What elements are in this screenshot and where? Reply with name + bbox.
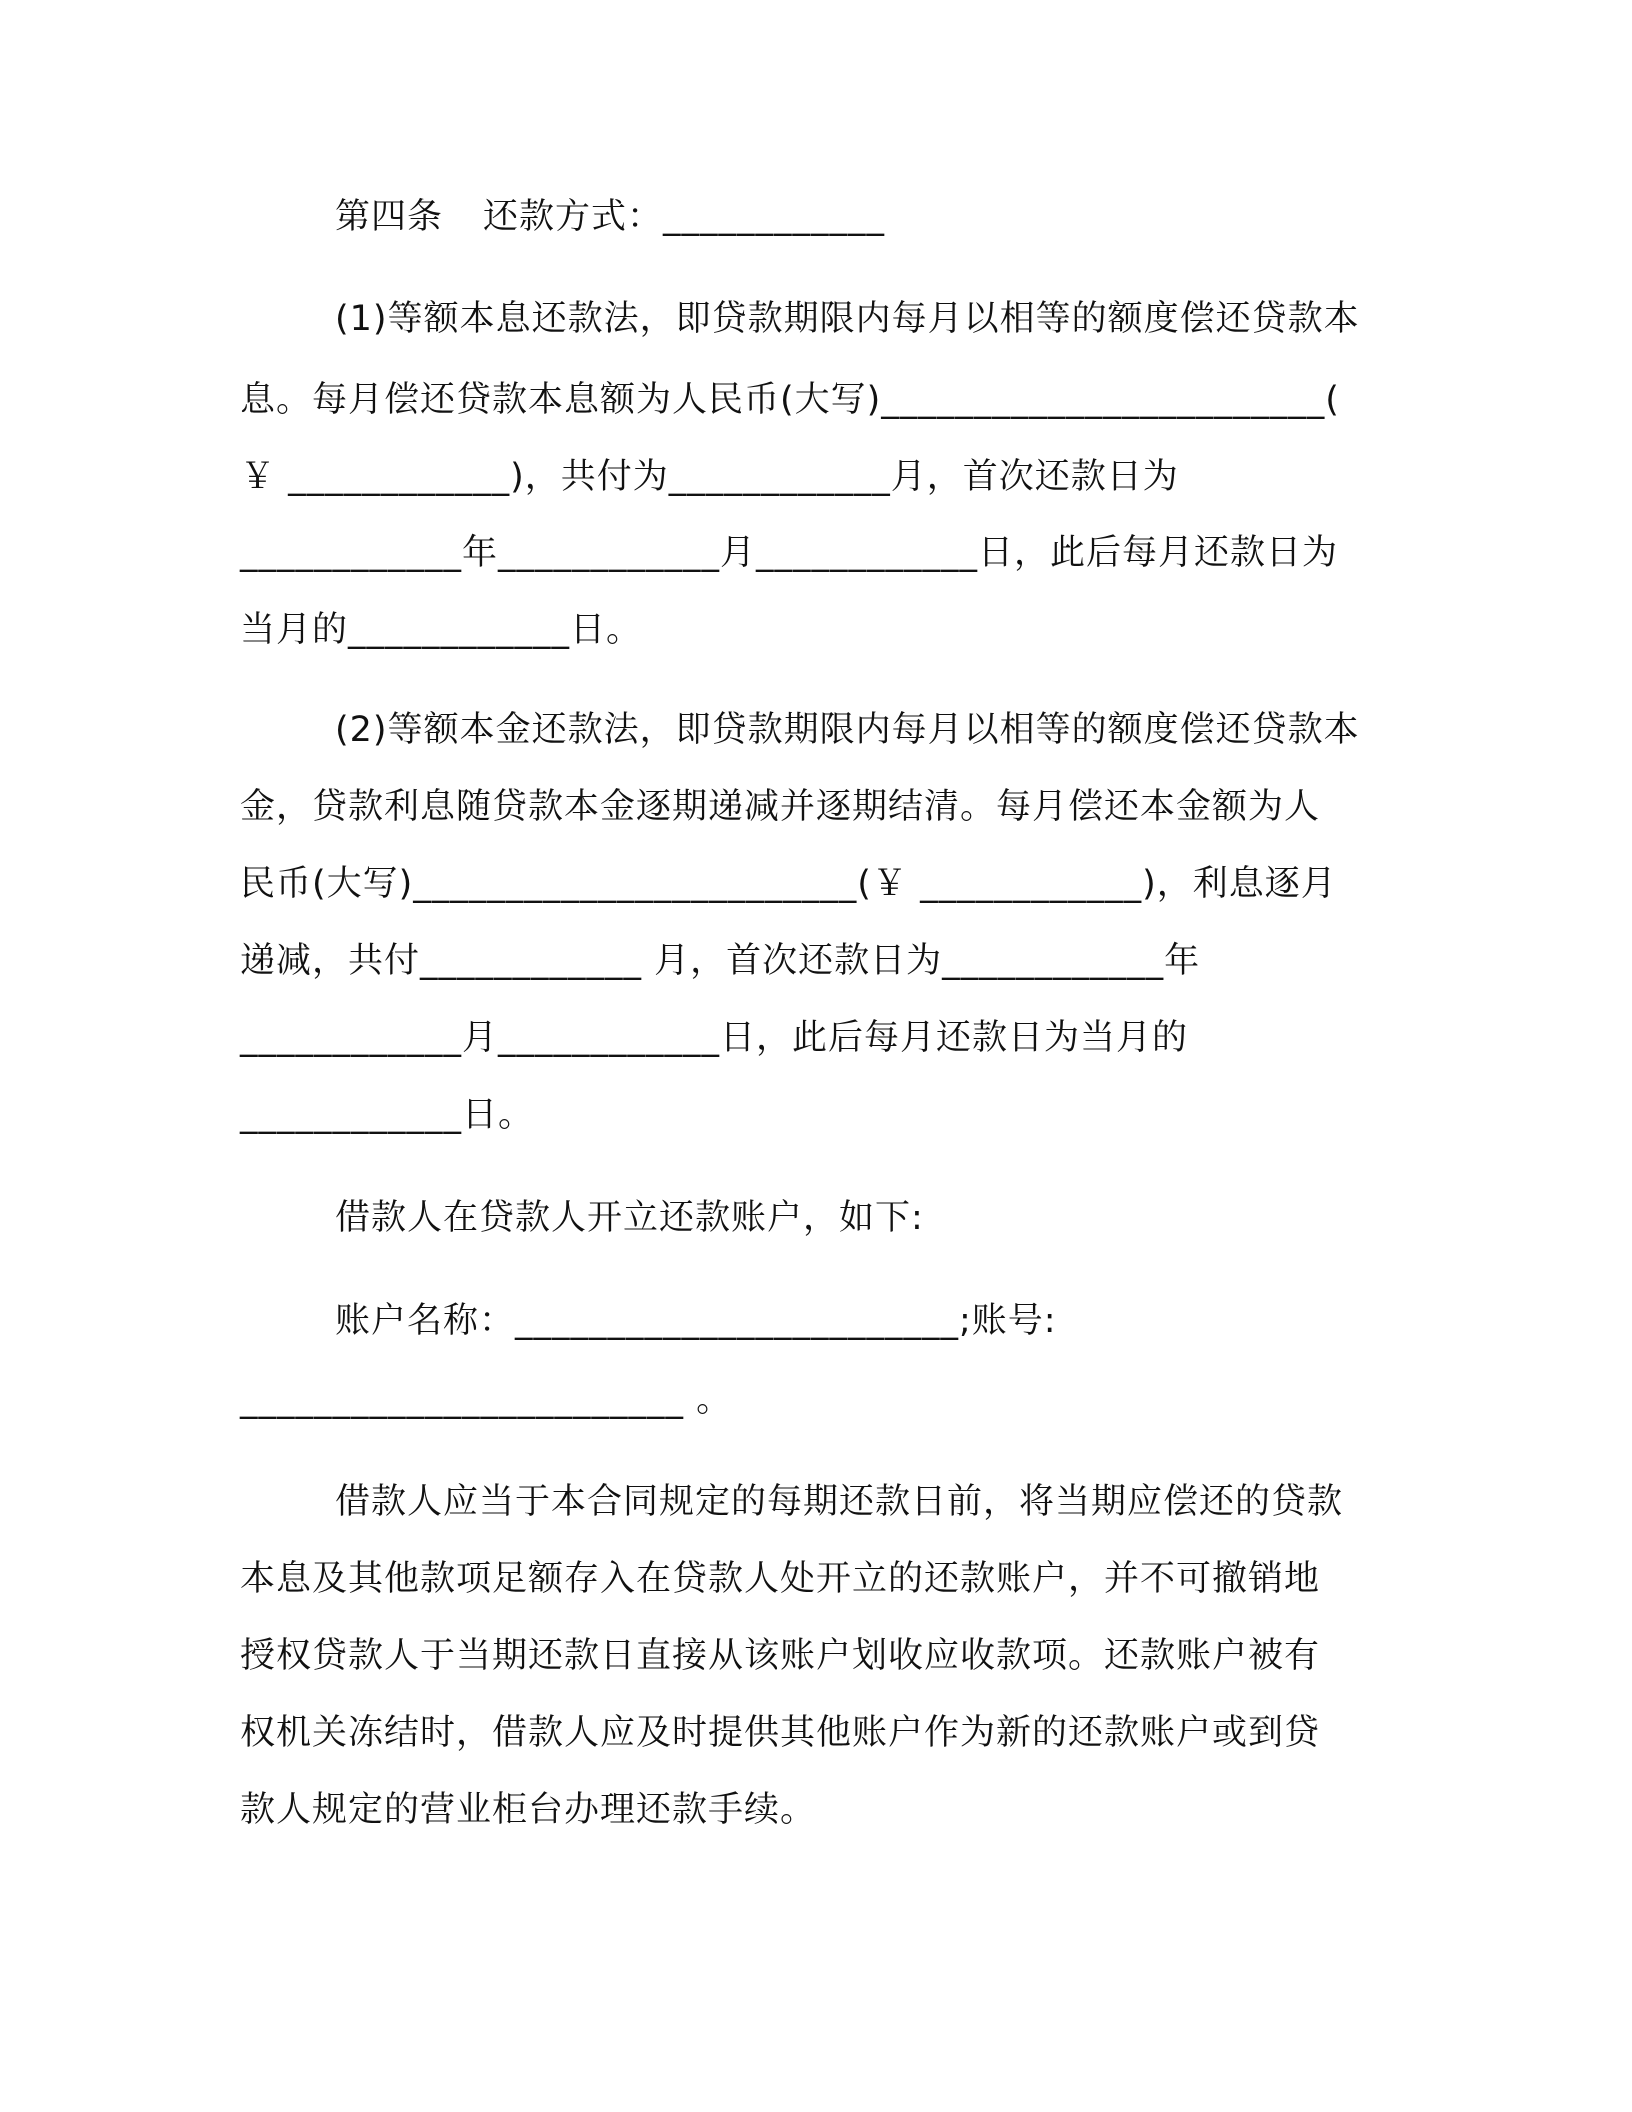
method2-line-6: ____________日。 — [240, 1095, 535, 1135]
account-name-line: 账户名称：________________________;账号: — [335, 1301, 1057, 1341]
method2-line-3: 民币(大写)________________________(￥ ____________)，利息逐月 — [240, 864, 1337, 904]
article-title: 还款方式：____________ — [483, 197, 886, 237]
method1-line-5: 当月的____________日。 — [240, 610, 643, 650]
obligation-line-2: 本息及其他款项足额存入在贷款人处开立的还款账户，并不可撤销地 — [240, 1559, 1321, 1599]
method1-line-3: ￥ ____________)，共付为____________月，首次还款日为 — [240, 457, 1179, 497]
account-number-line: ________________________ 。 — [240, 1380, 733, 1420]
method2-line-5: ____________月____________日，此后每月还款日为当月的 — [240, 1018, 1189, 1058]
method2-line-4: 递减，共付____________ 月，首次还款日为____________年 — [240, 941, 1201, 981]
article-number: 第四条 — [335, 197, 444, 237]
method1-line-1: (1)等额本息还款法，即贷款期限内每月以相等的额度偿还贷款本 — [335, 299, 1360, 339]
method1-line-2: 息。每月偿还贷款本息额为人民币(大写)________________________( — [240, 380, 1340, 420]
method2-line-1: (2)等额本金还款法，即贷款期限内每月以相等的额度偿还贷款本 — [335, 710, 1360, 750]
account-intro: 借款人在贷款人开立还款账户，如下: — [335, 1198, 924, 1238]
obligation-line-4: 权机关冻结时，借款人应及时提供其他账户作为新的还款账户或到贷 — [240, 1713, 1321, 1753]
article-heading-line — [335, 195, 885, 239]
method2-line-2: 金，贷款利息随贷款本金逐期递减并逐期结清。每月偿还本金额为人 — [240, 787, 1321, 827]
obligation-line-5: 款人规定的营业柜台办理还款手续。 — [240, 1790, 817, 1830]
obligation-line-3: 授权贷款人于当期还款日直接从该账户划收应收款项。还款账户被有 — [240, 1636, 1321, 1676]
obligation-line-1: 借款人应当于本合同规定的每期还款日前，将当期应偿还的贷款 — [335, 1482, 1344, 1522]
method1-line-4: ____________年____________月____________日，此后每月还款日为 — [240, 533, 1339, 573]
